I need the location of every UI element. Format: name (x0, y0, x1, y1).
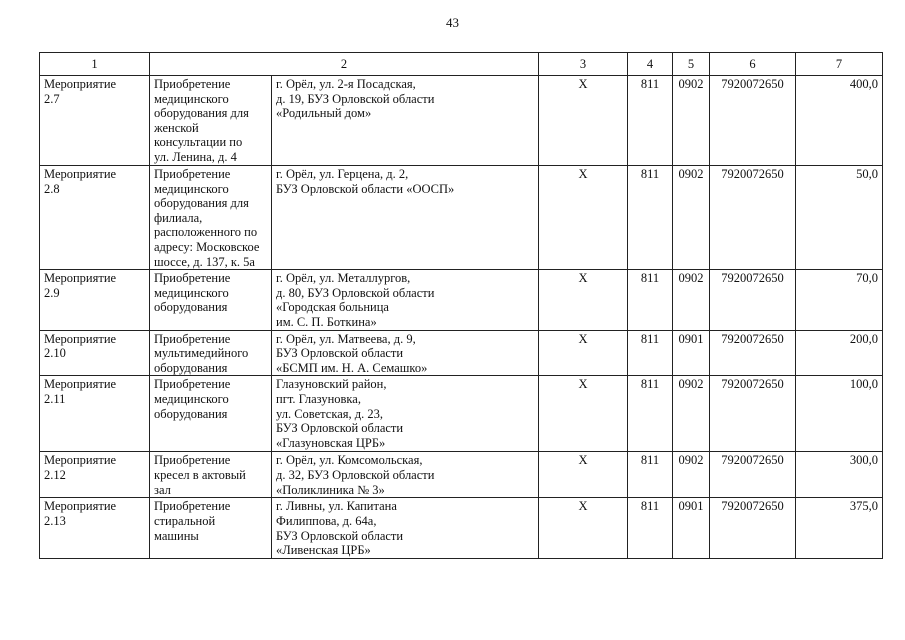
measure-id-cell-line: Мероприятие (44, 453, 117, 468)
measure-action-cell-line: медицинского (154, 91, 229, 106)
measure-action-cell-line: Приобретение (154, 77, 231, 91)
measure-address-cell-line: г. Орёл, ул. Металлургов, (276, 271, 411, 286)
col6-cell: 7920072650 (710, 498, 796, 558)
measure-address-cell-line: ул. Советская, д. 23, (276, 406, 383, 421)
col4-cell: 811 (628, 76, 673, 166)
measure-action-cell (150, 166, 272, 270)
measure-id-cell (40, 166, 150, 270)
measure-address-cell-line: д. 80, БУЗ Орловской области (276, 285, 435, 300)
measure-id-cell-line: Мероприятие (44, 167, 117, 181)
col5-cell: 0902 (673, 166, 710, 270)
col5-cell: 0902 (673, 376, 710, 452)
measure-address-cell-line: «Ливенская ЦРБ» (276, 543, 371, 558)
measure-id-cell-line: Мероприятие (44, 331, 117, 346)
col3-cell: Х (539, 166, 628, 270)
col5-cell: 0902 (673, 270, 710, 330)
measure-address-cell-line: «Городская больница (276, 300, 389, 315)
col7-amount-cell: 70,0 (796, 270, 883, 330)
table-row (40, 452, 883, 498)
measure-action-cell-line: машины (154, 528, 199, 543)
measure-address-cell (272, 498, 539, 558)
measure-address-cell-line: д. 19, БУЗ Орловской области (276, 91, 435, 106)
measure-action-cell (150, 498, 272, 558)
col6-cell: 7920072650 (710, 330, 796, 376)
col3-cell: Х (539, 498, 628, 558)
measure-id-cell (40, 376, 150, 452)
col6-cell: 7920072650 (710, 452, 796, 498)
measure-id-cell-line: 2.13 (44, 513, 66, 528)
measure-address-cell-line: «Поликлиника № 3» (276, 482, 385, 497)
measure-address-cell-line: Глазуновский район, (276, 377, 387, 392)
measure-action-cell-line: шоссе, д. 137, к. 5а (154, 254, 255, 269)
measure-action-cell-line: Приобретение (154, 331, 231, 346)
measure-id-cell-line: 2.8 (44, 181, 60, 196)
measure-address-cell (272, 166, 539, 270)
col4-cell: 811 (628, 330, 673, 376)
measure-action-cell-line: расположенного по (154, 225, 258, 240)
col5-cell: 0901 (673, 330, 710, 376)
measure-id-cell-line: 2.9 (44, 285, 60, 300)
measure-address-cell-line: БУЗ Орловской области (276, 346, 404, 361)
measure-id-cell-line: Мероприятие (44, 77, 117, 91)
measure-address-cell-line: «Глазуновская ЦРБ» (276, 435, 386, 450)
measure-action-cell-line: зал (154, 482, 171, 497)
col4-cell: 811 (628, 452, 673, 498)
measure-action-cell-line: медицинского (154, 391, 229, 406)
col6-cell: 7920072650 (710, 270, 796, 330)
measure-action-cell-line: Приобретение (154, 499, 231, 514)
header-cell: 3 (539, 53, 628, 76)
measure-address-cell-line: пгт. Глазуновка, (276, 391, 361, 406)
measure-action-cell-line: кресел в актовый (154, 467, 246, 482)
measure-action-cell (150, 330, 272, 376)
measure-action-cell-line: адресу: Московское (154, 239, 260, 254)
measure-address-cell-line: г. Орёл, ул. Матвеева, д. 9, (276, 331, 416, 346)
measure-action-cell-line: оборудования для (154, 196, 249, 211)
table-row (40, 76, 883, 166)
col5-cell: 0902 (673, 76, 710, 166)
col3-cell: Х (539, 376, 628, 452)
measure-id-cell-line: Мероприятие (44, 377, 117, 392)
measure-id-cell (40, 76, 150, 166)
measure-id-cell (40, 270, 150, 330)
col5-cell: 0902 (673, 452, 710, 498)
col4-cell: 811 (628, 376, 673, 452)
col7-amount-cell: 200,0 (796, 330, 883, 376)
col7-amount-cell: 100,0 (796, 376, 883, 452)
measure-address-cell (272, 376, 539, 452)
col6-cell: 7920072650 (710, 76, 796, 166)
col4-cell: 811 (628, 270, 673, 330)
measure-action-cell-line: филиала, (154, 210, 203, 225)
measure-action-cell-line: оборудования для (154, 106, 249, 121)
col4-cell: 811 (628, 166, 673, 270)
measure-id-cell-line: 2.12 (44, 467, 66, 482)
col3-cell: Х (539, 76, 628, 166)
measure-action-cell-line: Приобретение (154, 271, 231, 286)
measure-action-cell-line: оборудования (154, 406, 228, 421)
measure-address-cell-line: Филиппова, д. 64а, (276, 513, 377, 528)
header-cell: 4 (628, 53, 673, 76)
measure-action-cell-line: ул. Ленина, д. 4 (154, 149, 237, 164)
measure-address-cell (272, 452, 539, 498)
measure-id-cell-line: 2.7 (44, 91, 60, 106)
measure-address-cell-line: г. Орёл, ул. 2-я Посадская, (276, 77, 416, 91)
header-cell: 2 (150, 53, 539, 76)
measure-address-cell-line: БУЗ Орловской области «ООСП» (276, 181, 455, 196)
measure-address-cell (272, 330, 539, 376)
header-cell: 7 (796, 53, 883, 76)
col7-amount-cell: 50,0 (796, 166, 883, 270)
measure-action-cell (150, 452, 272, 498)
table-row (40, 498, 883, 558)
table-row (40, 166, 883, 270)
measure-action-cell-line: женской (154, 120, 199, 135)
measure-id-cell (40, 498, 150, 558)
table-row (40, 330, 883, 376)
measure-action-cell-line: медицинского (154, 181, 229, 196)
measure-address-cell (272, 270, 539, 330)
measure-address-cell-line: БУЗ Орловской области (276, 421, 404, 436)
col6-cell: 7920072650 (710, 376, 796, 452)
table-row (40, 270, 883, 330)
measure-action-cell-line: Приобретение (154, 377, 231, 392)
page-number: 43 (446, 15, 459, 30)
col3-cell: Х (539, 330, 628, 376)
measure-id-cell (40, 452, 150, 498)
measure-action-cell-line: Приобретение (154, 453, 231, 468)
measure-id-cell-line: 2.10 (44, 346, 66, 361)
header-cell: 1 (40, 53, 150, 76)
col7-amount-cell: 400,0 (796, 76, 883, 166)
header-cell: 5 (673, 53, 710, 76)
measure-address-cell-line: г. Орёл, ул. Комсомольская, (276, 453, 423, 468)
measure-id-cell (40, 330, 150, 376)
col5-cell: 0901 (673, 498, 710, 558)
col4-cell: 811 (628, 498, 673, 558)
measure-address-cell-line: БУЗ Орловской области (276, 528, 404, 543)
measure-id-cell-line: 2.11 (44, 391, 66, 406)
measure-address-cell-line: им. С. П. Боткина» (276, 314, 377, 329)
measure-address-cell-line: д. 32, БУЗ Орловской области (276, 467, 435, 482)
col3-cell: Х (539, 452, 628, 498)
measure-action-cell-line: Приобретение (154, 167, 231, 181)
measure-action-cell-line: оборудования (154, 300, 228, 315)
col3-cell: Х (539, 270, 628, 330)
measure-action-cell (150, 376, 272, 452)
col7-amount-cell: 375,0 (796, 498, 883, 558)
measure-action-cell-line: оборудования (154, 360, 228, 375)
measure-action-cell-line: стиральной (154, 513, 216, 528)
measure-address-cell (272, 76, 539, 166)
header-row (40, 53, 883, 76)
table-row (40, 376, 883, 452)
measure-action-cell (150, 76, 272, 166)
measure-address-cell-line: «Родильный дом» (276, 106, 372, 121)
col7-amount-cell: 300,0 (796, 452, 883, 498)
measure-action-cell-line: мультимедийного (154, 346, 249, 361)
measure-id-cell-line: Мероприятие (44, 271, 117, 286)
measure-address-cell-line: г. Орёл, ул. Герцена, д. 2, (276, 167, 409, 181)
measure-action-cell (150, 270, 272, 330)
measures-table (39, 52, 883, 559)
measure-action-cell-line: медицинского (154, 285, 229, 300)
measure-address-cell-line: «БСМП им. Н. А. Семашко» (276, 360, 428, 375)
measure-id-cell-line: Мероприятие (44, 499, 117, 514)
header-cell: 6 (710, 53, 796, 76)
measure-address-cell-line: г. Ливны, ул. Капитана (276, 499, 397, 514)
col6-cell: 7920072650 (710, 166, 796, 270)
measure-action-cell-line: консультации по (154, 135, 243, 150)
